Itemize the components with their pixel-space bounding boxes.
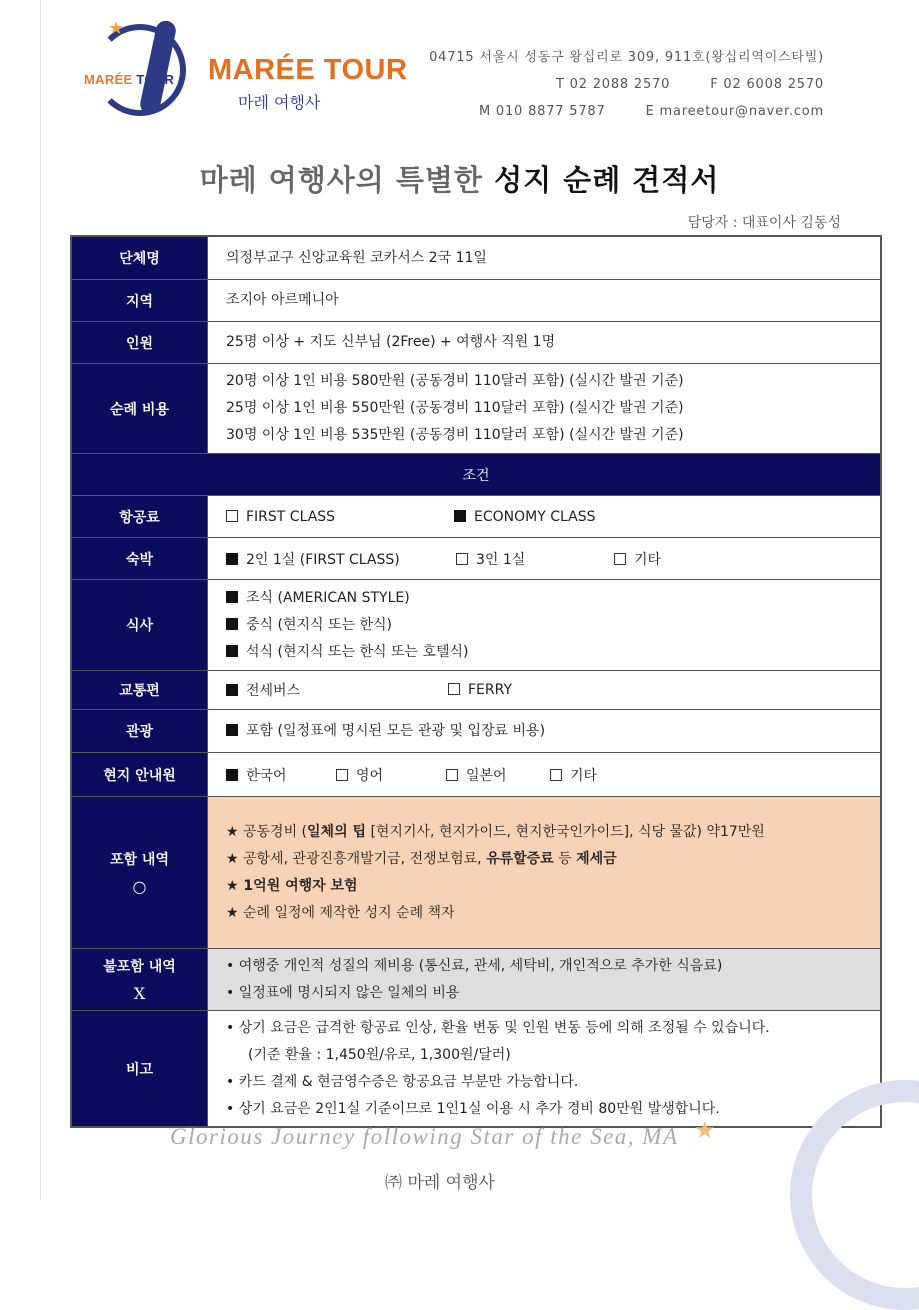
lodging-option[interactable]	[456, 549, 614, 569]
option-label: 기타	[634, 551, 662, 568]
watermark-star-icon: ★	[694, 1116, 716, 1144]
row-people	[72, 321, 880, 363]
checkbox-icon	[448, 683, 460, 695]
excluded-x-icon: X	[133, 984, 146, 1003]
row-transport	[72, 670, 880, 709]
contact-info	[429, 44, 824, 125]
checkbox-icon	[336, 769, 348, 781]
row-label: 숙박	[72, 538, 208, 579]
excluded-item: • 일정표에 명시되지 않은 일체의 비용	[226, 984, 460, 1001]
row-label	[72, 949, 208, 1010]
text-segment: ★ 공항세, 관광진흥개발기금, 전쟁보험료,	[226, 850, 487, 867]
option-label: 3인 1실	[476, 551, 526, 568]
manager-info: 담당자 : 대표이사 김동성	[687, 215, 841, 231]
logo-inner-text-2: TOUR	[136, 72, 175, 87]
included-circle-icon: ○	[132, 877, 147, 896]
lodging-option[interactable]	[226, 549, 456, 569]
row-label: 현지 안내원	[72, 753, 208, 796]
people-value: 25명 이상 + 지도 신부님 (2Free) + 여행사 직원 1명	[226, 334, 556, 350]
meal-option[interactable]	[226, 639, 862, 666]
text-segment-bold: 유류할증료	[486, 850, 554, 867]
checkbox-icon	[226, 645, 238, 657]
lodging-option[interactable]	[614, 549, 661, 569]
row-value	[208, 949, 880, 1010]
airfare-option[interactable]	[454, 509, 595, 525]
meal-option[interactable]	[226, 585, 862, 612]
checkbox-icon	[226, 724, 238, 736]
option-label: FIRST CLASS	[246, 508, 336, 525]
option-label: 기타	[570, 767, 598, 784]
row-included	[72, 796, 880, 948]
conditions-header: 조건	[72, 454, 880, 495]
option-label: 한국어	[246, 767, 287, 784]
contact-phone-row	[429, 71, 824, 98]
row-tour	[72, 709, 880, 752]
cost-line: 30명 이상 1인 비용 535만원 (공동경비 110달러 포함) (실시간 발권 기준)	[226, 427, 684, 443]
logo-star-icon: ★	[108, 18, 125, 39]
row-label: 단체명	[72, 237, 208, 279]
logo-brand-korean: 마레 여행사	[238, 93, 321, 112]
page-title	[0, 158, 919, 199]
note-item: (기준 환율 : 1,450원/유로, 1,300원/달러)	[248, 1046, 511, 1063]
region-value: 조지아 아르메니아	[226, 292, 339, 308]
checkbox-icon	[226, 591, 238, 603]
transport-option[interactable]	[448, 682, 512, 698]
title-part2: 성지 순례 견적서	[494, 163, 720, 197]
row-label: 비고	[72, 1011, 208, 1126]
transport-option[interactable]	[226, 680, 448, 700]
note-item: • 상기 요금은 급격한 항공료 인상, 환율 변동 및 인원 변동 등에 의해 조정될 수 있습니다.	[226, 1019, 770, 1036]
contact-address: 04715 서울시 성동구 왕십리로 309, 911호(왕십리역이스타빌)	[429, 50, 824, 65]
text-segment-bold: ★ 1억원 여행자 보험	[226, 877, 358, 894]
title-part1: 마레 여행사의 특별한	[199, 163, 483, 197]
row-conditions	[72, 453, 880, 495]
row-meals	[72, 579, 880, 670]
checkbox-icon	[454, 510, 466, 522]
included-label: 포함 내역	[110, 852, 169, 868]
row-notes	[72, 1010, 880, 1126]
footer-slogan: Glorious Journey following Star of the Sea, MA	[170, 1124, 679, 1149]
row-group	[72, 237, 880, 279]
checkbox-icon	[446, 769, 458, 781]
row-value	[208, 671, 880, 709]
checkbox-icon	[456, 553, 468, 565]
row-cost	[72, 363, 880, 453]
option-label: 2인 1실 (FIRST CLASS)	[246, 551, 400, 568]
row-value	[208, 496, 880, 537]
row-value	[208, 364, 880, 453]
excluded-item: • 여행중 개인적 성질의 제비용 (통신료, 관세, 세탁비, 개인적으로 추가한 식음료)	[226, 957, 723, 974]
option-label: ECONOMY CLASS	[474, 508, 596, 525]
company-logo	[80, 10, 408, 130]
contact-mobile-row	[429, 98, 824, 125]
included-item	[226, 846, 862, 873]
included-item: ★ 순례 일정에 제작한 성지 순례 책자	[226, 904, 455, 921]
tour-option[interactable]	[226, 718, 862, 745]
row-label: 순례 비용	[72, 364, 208, 453]
row-value	[208, 1011, 880, 1126]
row-label: 식사	[72, 580, 208, 670]
checkbox-icon	[226, 684, 238, 696]
contact-tel: T 02 2088 2570	[555, 77, 671, 92]
row-label	[72, 797, 208, 948]
excluded-label: 불포함 내역	[103, 959, 176, 975]
checkbox-icon	[226, 510, 238, 522]
row-label: 관광	[72, 710, 208, 752]
checkbox-icon	[550, 769, 562, 781]
row-label: 인원	[72, 322, 208, 363]
guide-option[interactable]	[336, 765, 446, 785]
row-airfare	[72, 495, 880, 537]
row-value	[208, 753, 880, 796]
option-label: 조식 (AMERICAN STYLE)	[246, 589, 410, 606]
row-region	[72, 279, 880, 321]
guide-option[interactable]	[550, 765, 597, 785]
text-segment: 등	[553, 850, 577, 867]
included-item	[226, 819, 862, 846]
row-excluded	[72, 948, 880, 1010]
row-lodging	[72, 537, 880, 579]
row-value	[208, 797, 880, 948]
checkbox-icon	[226, 553, 238, 565]
option-label: 포함 (일정표에 명시된 모든 관광 및 입장료 비용)	[246, 722, 546, 739]
cost-line: 25명 이상 1인 비용 550만원 (공동경비 110달러 포함) (실시간 발권 기준)	[226, 400, 684, 416]
footer-company: ㈜ 마레 여행사	[385, 1173, 495, 1193]
airfare-option[interactable]	[226, 509, 454, 525]
option-label: FERRY	[468, 682, 513, 698]
note-item: • 카드 결제 & 현금영수증은 항공요금 부분만 가능합니다.	[226, 1073, 579, 1090]
row-value	[208, 237, 880, 279]
row-value	[208, 280, 880, 321]
row-label: 지역	[72, 280, 208, 321]
row-value	[208, 538, 880, 579]
guide-option[interactable]	[226, 765, 336, 785]
logo-inner-text-1: MARÉE	[84, 72, 133, 87]
row-label: 교통편	[72, 671, 208, 709]
row-label: 항공료	[72, 496, 208, 537]
logo-brand-name: MARÉE TOUR	[208, 54, 408, 86]
contact-fax: F 02 6008 2570	[710, 77, 824, 92]
meal-option[interactable]	[226, 612, 862, 639]
included-item	[226, 873, 862, 900]
row-guide	[72, 752, 880, 796]
text-segment-bold: 제세금	[576, 850, 617, 867]
group-name: 의정부교구 신앙교육원 코카서스 2국 11일	[226, 249, 487, 266]
note-item: • 상기 요금은 2인1실 기준이므로 1인1실 이용 시 추가 경비 80만원 발생합니다.	[226, 1100, 720, 1117]
text-segment-bold: 일체의 팁	[307, 823, 366, 840]
option-label: 중식 (현지식 또는 한식)	[246, 616, 392, 633]
checkbox-icon	[614, 553, 626, 565]
text-segment: ★ 공동경비 (	[226, 823, 308, 840]
checkbox-icon	[226, 618, 238, 630]
row-value	[208, 322, 880, 363]
option-label: 전세버스	[246, 683, 301, 699]
guide-option[interactable]	[446, 765, 550, 785]
row-value	[208, 710, 880, 752]
option-label: 영어	[356, 767, 384, 784]
checkbox-icon	[226, 769, 238, 781]
text-segment: [현지기사, 현지가이드, 현지한국인가이드], 식당 물값) 약17만원	[366, 823, 765, 840]
logo-inner-text	[84, 72, 174, 87]
row-value	[208, 580, 880, 670]
option-label: 석식 (현지식 또는 한식 또는 호텔식)	[246, 643, 469, 660]
cost-line: 20명 이상 1인 비용 580만원 (공동경비 110달러 포함) (실시간 발권 기준)	[226, 373, 684, 389]
quote-table	[70, 235, 882, 1128]
contact-email: E mareetour@naver.com	[645, 104, 824, 119]
contact-mobile: M 010 8877 5787	[478, 104, 606, 119]
option-label: 일본어	[466, 767, 507, 784]
